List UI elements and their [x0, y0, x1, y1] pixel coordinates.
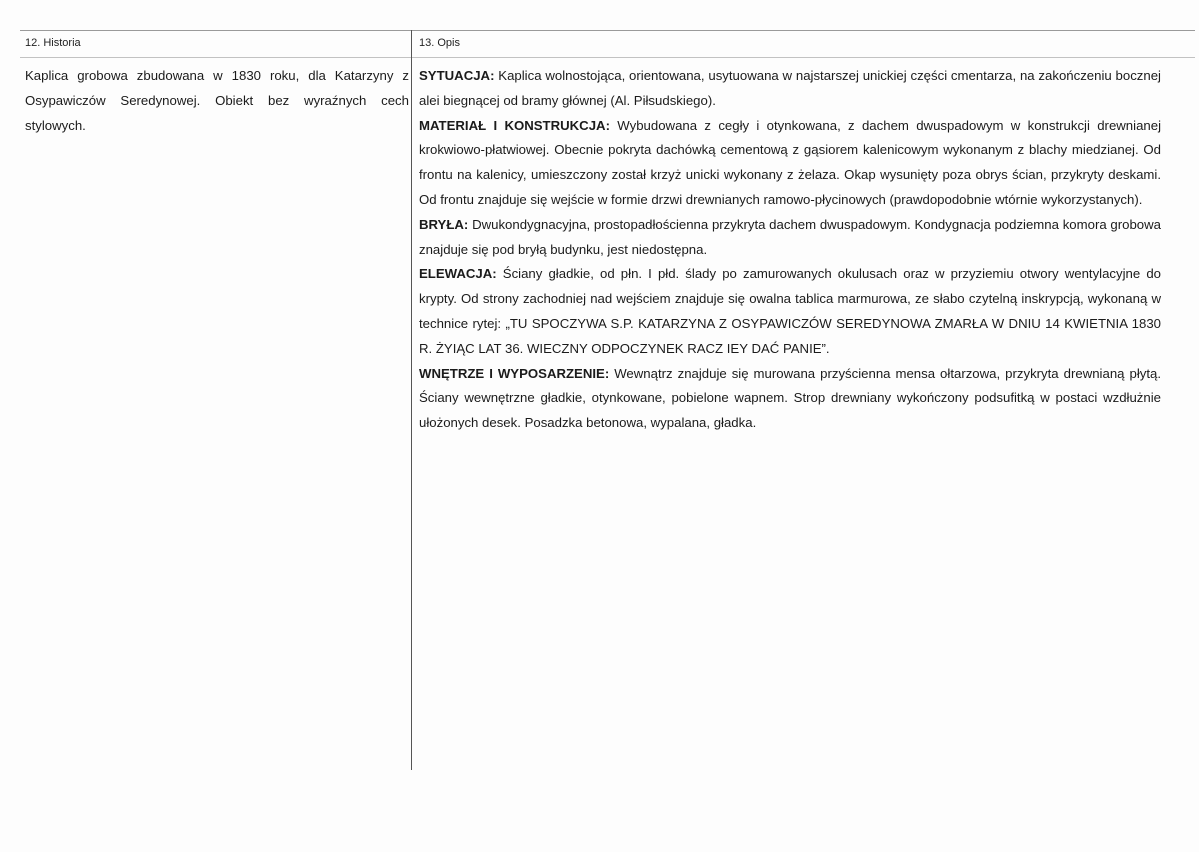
form-frame: [20, 30, 1195, 770]
section-interior: [419, 362, 1161, 436]
history-heading: 12. Historia: [25, 37, 81, 49]
section-label: ELEWACJA:: [419, 266, 497, 282]
section-massing: [419, 213, 1161, 263]
section-label: BRYŁA:: [419, 216, 469, 232]
history-text: Kaplica grobowa zbudowana w 1830 roku, dla Katarzyny z Osypawiczów Seredynowej. Obiekt bez wyraźnych cech stylowych.: [25, 68, 409, 133]
section-text: Wybudowana z cegły i otynkowana, z dachem dwuspadowym w konstrukcji drewnianej krokwiowo-płatwiowej. Obecnie pokryta dachówką cementową z gąsiorem kalenicowym wykonanym z blachy miedzianej. Od frontu na kalenicy, umieszczony został krzyż unicki wykonany z żelaza. Okap wysunięty poza obrys ścian, przykryty deskami. Od frontu znajduje się wejście w formie drzwi drewnianych ramowo-płycinowych (prawdopodobnie wtórnie wykorzystanych).: [419, 117, 1161, 207]
top-rule: [20, 30, 1195, 31]
column-divider: [411, 30, 412, 770]
section-facade: [419, 262, 1161, 361]
description-heading: 13. Opis: [419, 37, 460, 49]
section-text: Ściany gładkie, od płn. I płd. ślady po zamurowanych okulusach oraz w przyziemiu otwory wentylacyjne do krypty. Od strony zachodniej nad wejściem znajduje się owalna tablica marmurowa, ze słabo czytelną inskrypcją, wykonaną w technice rytej: „TU SPOCZYWA S.P. KATARZYNA Z OSYPAWICZÓW SEREDYNOWA ZMARŁA W DNIU 14 KWIETNIA 1830 R. ŻYIĄC LAT 36. WIECZNY ODPOCZYNEK RACZ IEY DAĆ PANIE”.: [419, 266, 1161, 356]
description-column: [419, 36, 1161, 436]
section-material: [419, 114, 1161, 213]
section-label: SYTUACJA:: [419, 68, 495, 83]
section-label: WNĘTRZE I WYPOSARZENIE:: [419, 365, 610, 381]
section-label: MATERIAŁ I KONSTRUKCJA:: [419, 117, 610, 133]
section-text: Wewnątrz znajduje się murowana przyścienna mensa ołtarzowa, przykryta drewnianą płytą. Ściany wewnętrzne gładkie, otynkowane, pobielone wapnem. Strop drewniany wykończony podsufitką w postaci wzdłużnie ułożonych desek. Posadzka betonowa, wypalana, gładka.: [419, 365, 1161, 431]
section-text: Dwukondygnacyjna, prostopadłościenna przykryta dachem dwuspadowym. Kondygnacja podziemna komora grobowa znajduje się pod bryłą budynku, jest niedostępna.: [419, 216, 1161, 257]
history-column: [25, 36, 409, 138]
section-situation: [419, 64, 1161, 114]
section-text: Kaplica wolnostojąca, orientowana, usytuowana w najstarszej unickiej części cmentarza, na zakończeniu bocznej alei biegnącej od bramy głównej (Al. Piłsudskiego).: [419, 68, 1161, 108]
